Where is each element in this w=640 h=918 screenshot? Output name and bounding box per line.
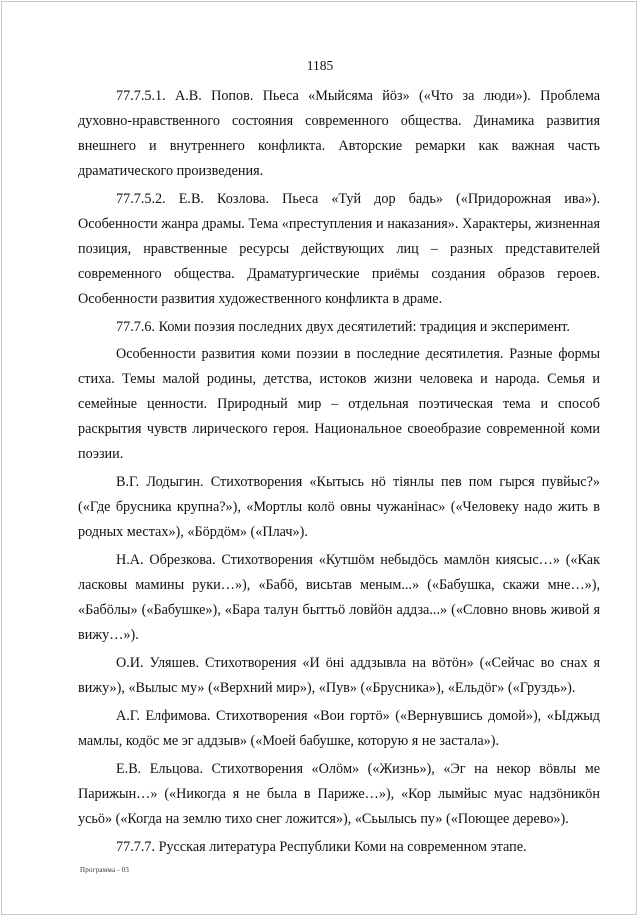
page-number: 1185 [306, 58, 334, 73]
section-heading-77-7-7: 77.7.7. Русская литература Республики Коми на современном этапе. [116, 839, 527, 855]
paragraph-lodygin: В.Г. Лодыгин. Стихотворения «Кытысь нӧ тiянлы пев пом гырся пувйыс?» («Где брусника крупна?»), «Мортлы колӧ овны чужанiнас» («Человеку надо жить в родных местах»), «Бӧрдӧм» («Плач»). [78, 474, 600, 540]
document-body [78, 84, 600, 862]
paragraph-77-7-5-2: 77.7.5.2. Е.В. Козлова. Пьеса «Туй дор бадь» («Придорожная ива»). Особенности жанра драмы. Тема «преступления и наказания». Характеры, жизненная позиция, нравственные ресурсы действующих лиц – разных представителей современного общества. Драматургические приёмы создания образов героев. Особенности развития художественного конфликта в драме. [78, 191, 600, 307]
paragraph-77-7-5-1: 77.7.5.1. А.В. Попов. Пьеса «Мыйсяма йӧз» («Что за люди»). Проблема духовно-нравственного состояния современного общества. Динамика развития внешнего и внутреннего конфликта. Авторские ремарки как важная часть драматического произведения. [78, 88, 600, 179]
footer-label: Программа - 03 [80, 866, 130, 874]
paragraph-poetry-overview: Особенности развития коми поэзии в последние десятилетия. Разные формы стиха. Темы малой родины, детства, истоков жизни человека и народа. Семья и семейные ценности. Природный мир – отдельная поэтическая тема и способ раскрытия чувств лирического героя. Национальное своеобразие современной коми поэзии. [78, 346, 600, 462]
paragraph-obrezkova: Н.А. Обрезкова. Стихотворения «Кутшӧм небыдӧсь мамлӧн киясыс…» («Как ласковы мамины руки…»), «Бабӧ, висьтав меным...» («Бабушка, скажи мне…»), «Бабӧлы» («Бабушке»), «Бара талун быттьӧ ловйӧн аддза...» («Словно вновь живой я вижу…»). [78, 552, 600, 643]
paragraph-elfimova: А.Г. Елфимова. Стихотворения «Вои гортӧ» («Вернувшись домой»), «Ыджыд мамлы, кодӧс ме эг аддзыв» («Моей бабушке, которую я не застала»). [78, 708, 600, 749]
paragraph-eltsova: Е.В. Ельцова. Стихотворения «Олӧм» («Жизнь»), «Эг на некор вӧвлы ме Парижын…» («Никогда я не была в Париже…»), «Кор лымйыс муас надзӧникӧн усьӧ» («Когда на землю тихо снег ложится»), «Сьылысь пу» («Поющее дерево»). [78, 761, 600, 827]
paragraph-ulyashev: О.И. Уляшев. Стихотворения «И ӧнi аддзывла на вӧтӧн» («Сейчас во снах я вижу»), «Вылыс му» («Верхний мир»), «Пув» («Брусника»), «Ельдӧг» («Груздь»). [78, 655, 600, 696]
section-heading-77-7-6: 77.7.6. Коми поэзия последних двух десятилетий: традиция и эксперимент. [116, 319, 570, 335]
